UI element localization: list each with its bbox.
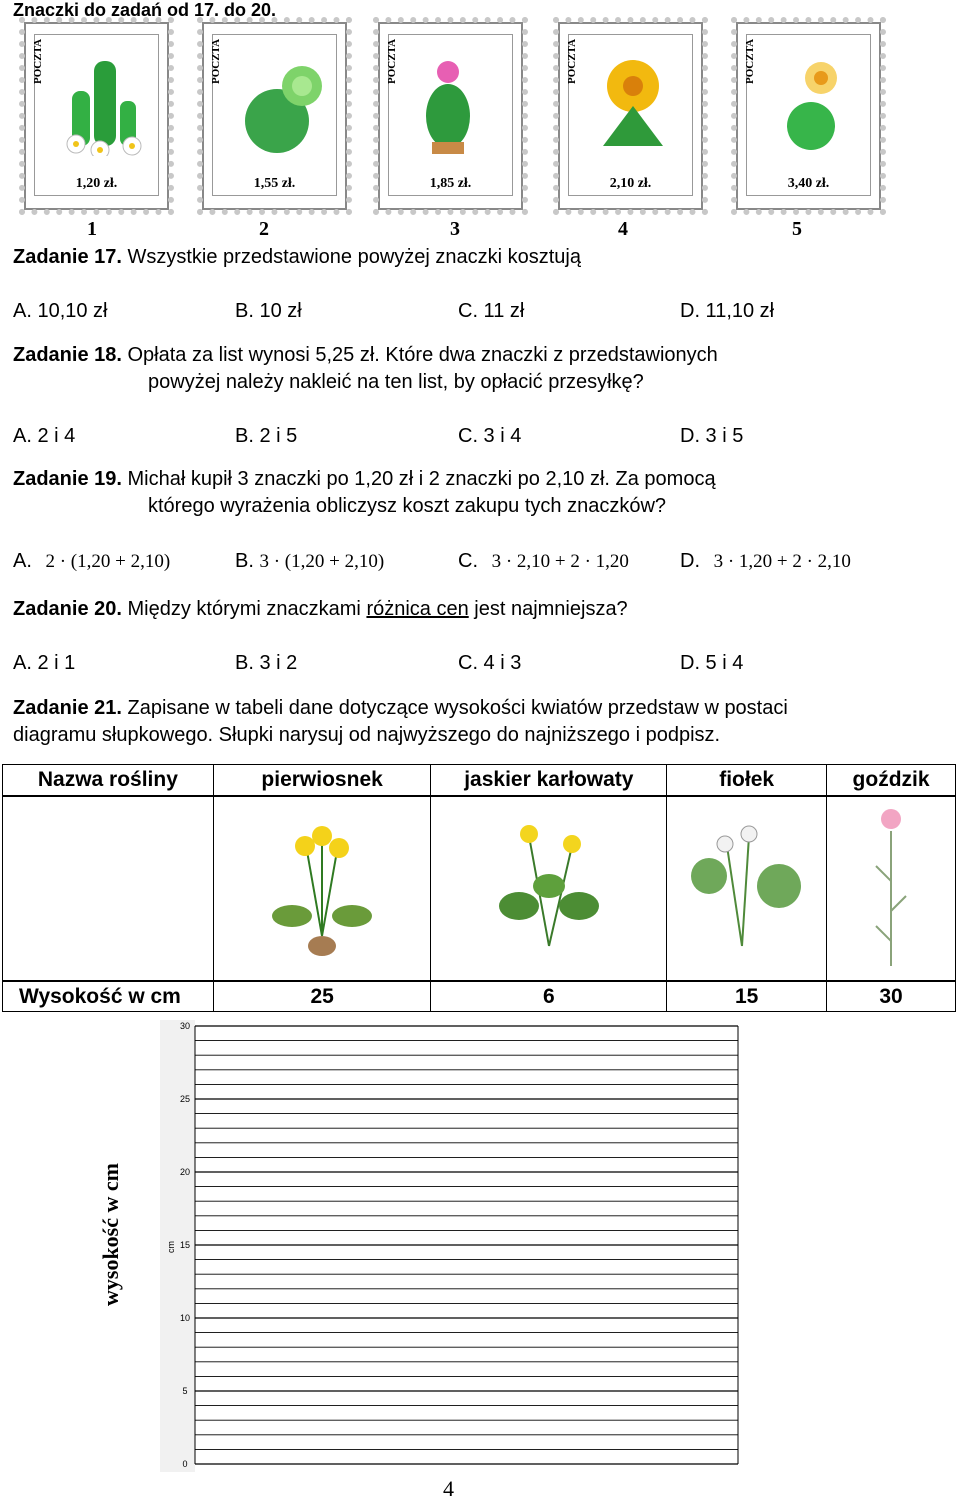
stamp-price: 1,85 zł. [429, 176, 472, 191]
answer-letter: A. [13, 550, 32, 572]
answer-letter: D. [680, 550, 700, 572]
task-20-question [13, 598, 628, 621]
page-header: Znaczki do zadań od 17. do 20. [13, 0, 277, 20]
stamp-price: 2,10 zł. [609, 176, 652, 191]
plant-name-3: fiołek [667, 765, 827, 797]
stamp-number-5: 5 [792, 218, 802, 240]
task-18-answer-a: A. 2 i 4 [13, 425, 76, 447]
stamp-price: 3,40 zł. [787, 176, 830, 191]
task-title: Zadanie 21. [13, 697, 122, 719]
task-18-answer-b: B. 2 i 5 [235, 425, 298, 447]
task-19-question-line2: którego wyrażenia obliczysz koszt zakupu tych znaczków? [148, 495, 667, 517]
plant-name-4: goździk [827, 765, 956, 797]
violet-image [687, 806, 807, 966]
task-19-answer-d [680, 550, 851, 573]
task-17-answer-a: A. 10,10 zł [13, 300, 108, 322]
stamp-label: POCZTA [32, 38, 44, 84]
stamp-price: 1,55 zł. [253, 176, 296, 191]
stamp-5 [736, 22, 881, 210]
stamp-number-4: 4 [618, 218, 628, 240]
stamp-label: POCZTA [566, 38, 578, 84]
primrose-image [267, 806, 377, 966]
stamp-3 [378, 22, 523, 210]
task-20-answer-d: D. 5 i 4 [680, 652, 744, 674]
page-number: 4 [443, 1476, 454, 1501]
task-20-answer-c: C. 4 i 3 [458, 652, 522, 674]
underlined-phrase: różnica cen [366, 598, 469, 620]
primrose-illustration [213, 796, 431, 981]
stamp-number-1: 1 [87, 218, 97, 240]
answer-expression: 3 · (1,20 + 2,10) [259, 551, 385, 572]
plants-table [2, 764, 956, 1012]
task-17-answer-c: C. 11 zł [458, 300, 525, 322]
task-19-question [13, 468, 716, 491]
task-title: Zadanie 18. [13, 344, 122, 366]
y-unit-label: cm [166, 1241, 176, 1253]
answer-expression: 3 · 2,10 + 2 · 1,20 [491, 551, 629, 572]
task-text: Wszystkie przedstawione powyżej znaczki kosztują [121, 246, 581, 268]
stamp-1 [24, 22, 169, 210]
stamp-number-3: 3 [450, 218, 460, 240]
y-tick-label: 5 [182, 1386, 188, 1396]
plant-height-1: 25 [213, 981, 431, 1012]
stamp-4 [558, 22, 703, 210]
task-text: Między którymi znaczkami [121, 598, 367, 620]
task-title: Zadanie 20. [13, 598, 122, 620]
chart-y-axis-title [96, 1150, 126, 1310]
cactus-illustration-2 [232, 46, 322, 156]
task-text-end: jest najmniejsza? [468, 598, 628, 620]
plant-name-1: pierwiosnek [213, 765, 431, 797]
task-19-answer-c [458, 550, 629, 573]
carnation-image [861, 801, 921, 971]
stamp-2 [202, 22, 347, 210]
bar-chart-grid[interactable] [160, 1020, 740, 1472]
cactus-illustration-1 [54, 46, 144, 156]
empty-cell [3, 796, 214, 981]
name-header: Nazwa rośliny [3, 765, 214, 797]
height-header: Wysokość w cm [3, 981, 214, 1012]
task-17-question [13, 246, 581, 269]
answer-expression: 3 · 1,20 + 2 · 2,10 [713, 551, 851, 572]
answer-letter: B. [235, 550, 254, 572]
y-tick-label: 10 [179, 1313, 191, 1323]
y-tick-label: 15 [179, 1240, 191, 1250]
stamp-price: 1,20 zł. [75, 176, 118, 191]
cactus-illustration-5 [766, 46, 856, 156]
plant-height-2: 6 [431, 981, 667, 1012]
task-19-answer-b [235, 550, 384, 573]
task-17-answer-d: D. 11,10 zł [680, 300, 775, 322]
flower-illustration-4 [588, 46, 678, 156]
task-21-question [13, 697, 788, 720]
task-18-answer-c: C. 3 i 4 [458, 425, 522, 447]
y-tick-label: 0 [182, 1459, 188, 1469]
carnation-illustration [827, 796, 956, 981]
buttercup-image [484, 806, 614, 966]
stamp-number-2: 2 [259, 218, 269, 240]
violet-illustration [667, 796, 827, 981]
task-18-question [13, 344, 718, 367]
task-title: Zadanie 17. [13, 246, 122, 268]
plant-height-3: 15 [667, 981, 827, 1012]
cactus-illustration-3 [408, 46, 498, 156]
buttercup-illustration [431, 796, 667, 981]
y-tick-label: 25 [179, 1094, 191, 1104]
task-20-answer-b: B. 3 i 2 [235, 652, 298, 674]
task-20-answer-a: A. 2 i 1 [13, 652, 76, 674]
stamp-label: POCZTA [210, 38, 222, 84]
task-17-answer-b: B. 10 zł [235, 300, 302, 322]
y-tick-label: 20 [179, 1167, 191, 1177]
answer-expression: 2 · (1,20 + 2,10) [45, 551, 171, 572]
y-tick-label: 30 [179, 1021, 191, 1031]
plant-name-2: jaskier karłowaty [431, 765, 667, 797]
task-19-answer-a [13, 550, 170, 573]
task-text: Opłata za list wynosi 5,25 zł. Które dwa znaczki z przedstawionych [121, 344, 718, 366]
task-text: Michał kupił 3 znaczki po 1,20 zł i 2 znaczki po 2,10 zł. Za pomocą [121, 468, 716, 490]
stamp-label: POCZTA [744, 38, 756, 84]
task-18-question-line2: powyżej należy nakleić na ten list, by opłacić przesyłkę? [148, 371, 644, 393]
task-title: Zadanie 19. [13, 468, 122, 490]
stamp-label: POCZTA [386, 38, 398, 84]
answer-letter: C. [458, 550, 478, 572]
task-21-question-line2: diagramu słupkowego. Słupki narysuj od najwyższego do najniższego i podpisz. [13, 724, 721, 746]
task-text: Zapisane w tabeli dane dotyczące wysokości kwiatów przedstaw w postaci [121, 697, 788, 719]
plant-height-4: 30 [827, 981, 956, 1012]
task-18-answer-d: D. 3 i 5 [680, 425, 744, 447]
y-axis-title-text: wysokość w cm [98, 1163, 123, 1306]
